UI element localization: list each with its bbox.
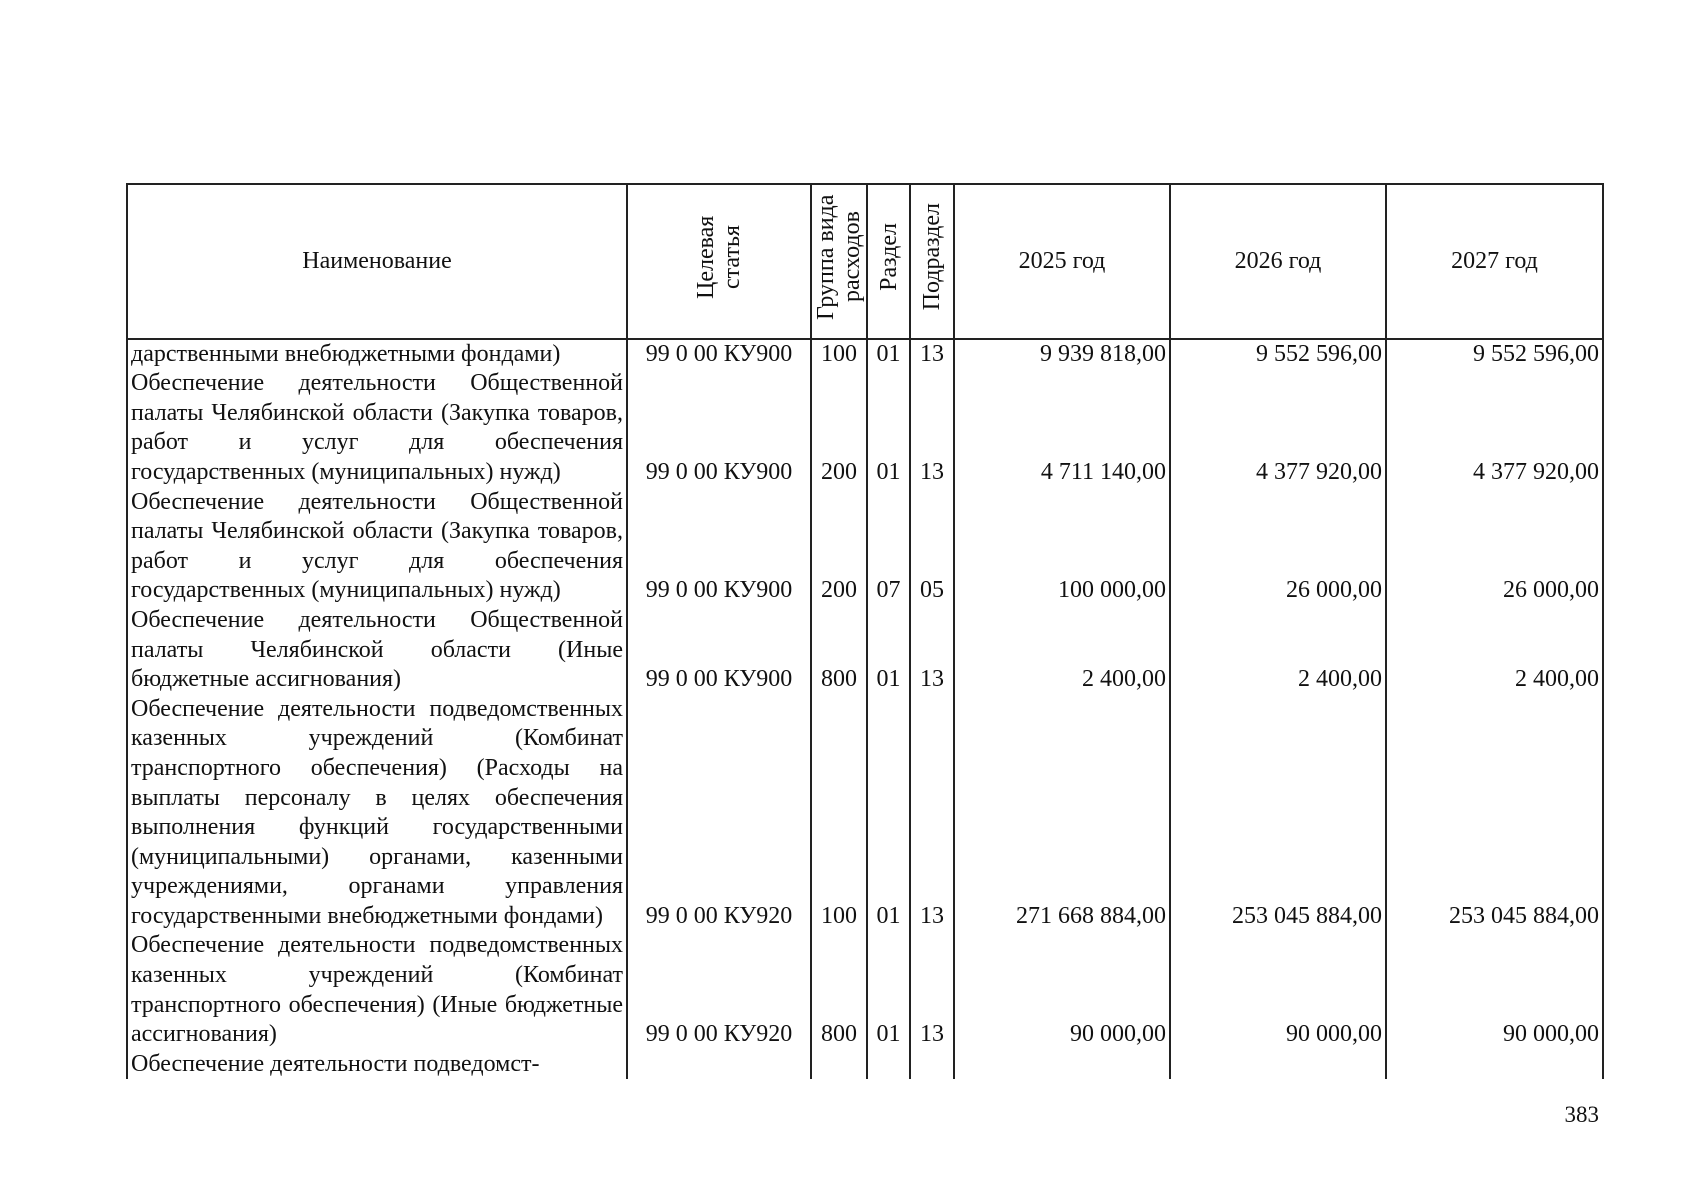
row-amount-2026: 253 045 884,00 <box>1170 695 1386 932</box>
row-expense-group: 100 <box>811 695 867 932</box>
table-header <box>127 184 1603 339</box>
row-amount-2026: 2 400,00 <box>1170 606 1386 695</box>
row-amount-2025: 9 939 818,00 <box>954 339 1170 370</box>
row-amount-2027: 4 377 920,00 <box>1386 369 1603 487</box>
header-target <box>627 184 811 339</box>
header-subsection-label: Подраздел <box>919 203 945 311</box>
row-subsection: 13 <box>910 931 954 1049</box>
row-amount-2027: 2 400,00 <box>1386 606 1603 695</box>
row-amount-2025: 271 668 884,00 <box>954 695 1170 932</box>
budget-table <box>126 183 1604 1079</box>
row-subsection <box>910 1050 954 1080</box>
row-amount-2026: 9 552 596,00 <box>1170 339 1386 370</box>
table-row <box>127 931 1603 1049</box>
row-target-article: 99 0 00 КУ900 <box>627 369 811 487</box>
row-amount-2027: 9 552 596,00 <box>1386 339 1603 370</box>
row-section: 07 <box>867 488 910 606</box>
row-amount-2027: 90 000,00 <box>1386 931 1603 1049</box>
header-subsection <box>910 184 954 339</box>
row-name: Обеспечение деятельности Общественной палаты Челябинской области (Закупка товаров, работ и услуг для обеспечения государственных (муниципальных) нужд) <box>127 369 627 487</box>
row-subsection: 13 <box>910 369 954 487</box>
row-section: 01 <box>867 695 910 932</box>
row-section: 01 <box>867 931 910 1049</box>
header-2027: 2027 год <box>1386 184 1603 339</box>
row-expense-group: 800 <box>811 931 867 1049</box>
row-subsection: 13 <box>910 606 954 695</box>
row-name: Обеспечение деятельности Общественной палаты Челябинской области (Иные бюджетные ассигнования) <box>127 606 627 695</box>
table-row <box>127 369 1603 487</box>
row-amount-2027 <box>1386 1050 1603 1080</box>
row-section: 01 <box>867 339 910 370</box>
row-amount-2025 <box>954 1050 1170 1080</box>
row-expense-group: 200 <box>811 369 867 487</box>
row-section <box>867 1050 910 1080</box>
row-target-article: 99 0 00 КУ900 <box>627 339 811 370</box>
header-2025: 2025 год <box>954 184 1170 339</box>
row-name: Обеспечение деятельности подведомственных казенных учреждений (Комбинат транспортного обеспечения) (Иные бюджетные ассигнования) <box>127 931 627 1049</box>
row-target-article: 99 0 00 КУ920 <box>627 695 811 932</box>
row-subsection: 13 <box>910 339 954 370</box>
row-amount-2025: 4 711 140,00 <box>954 369 1170 487</box>
table-row <box>127 606 1603 695</box>
row-name: дарственными внебюджетными фондами) <box>127 339 627 370</box>
row-expense-group: 200 <box>811 488 867 606</box>
row-name: Обеспечение деятельности подведомственных казенных учреждений (Комбинат транспортного обеспечения) (Расходы на выплаты персоналу в целях обеспечения выполнения функций государственными (муниципальными) органами, казенными учреждениями, органами управления государственными внебюджетными фондами) <box>127 695 627 932</box>
table-row <box>127 695 1603 932</box>
row-amount-2026: 90 000,00 <box>1170 931 1386 1049</box>
row-target-article: 99 0 00 КУ920 <box>627 931 811 1049</box>
row-subsection: 13 <box>910 695 954 932</box>
row-expense-group <box>811 1050 867 1080</box>
row-target-article <box>627 1050 811 1080</box>
table-row <box>127 1050 1603 1080</box>
header-section <box>867 184 910 339</box>
row-expense-group: 800 <box>811 606 867 695</box>
row-amount-2026 <box>1170 1050 1386 1080</box>
row-amount-2026: 4 377 920,00 <box>1170 369 1386 487</box>
table-row <box>127 488 1603 606</box>
row-amount-2026: 26 000,00 <box>1170 488 1386 606</box>
row-amount-2027: 253 045 884,00 <box>1386 695 1603 932</box>
table-row <box>127 339 1603 370</box>
row-amount-2025: 2 400,00 <box>954 606 1170 695</box>
row-section: 01 <box>867 369 910 487</box>
row-amount-2025: 90 000,00 <box>954 931 1170 1049</box>
header-group-label: Группа вида расходов <box>813 194 865 320</box>
row-target-article: 99 0 00 КУ900 <box>627 606 811 695</box>
header-target-label: Целевая статья <box>693 215 745 299</box>
row-amount-2027: 26 000,00 <box>1386 488 1603 606</box>
page-number: 383 <box>1564 1102 1599 1127</box>
header-2026: 2026 год <box>1170 184 1386 339</box>
row-name: Обеспечение деятельности Общественной палаты Челябинской области (Закупка товаров, работ и услуг для обеспечения государственных (муниципальных) нужд) <box>127 488 627 606</box>
row-name: Обеспечение деятельности подведомст- <box>127 1050 627 1080</box>
row-target-article: 99 0 00 КУ900 <box>627 488 811 606</box>
table-body <box>127 339 1603 1080</box>
header-group <box>811 184 867 339</box>
row-expense-group: 100 <box>811 339 867 370</box>
header-section-label: Раздел <box>875 223 902 291</box>
header-name: Наименование <box>127 184 627 339</box>
row-amount-2025: 100 000,00 <box>954 488 1170 606</box>
row-section: 01 <box>867 606 910 695</box>
row-subsection: 05 <box>910 488 954 606</box>
